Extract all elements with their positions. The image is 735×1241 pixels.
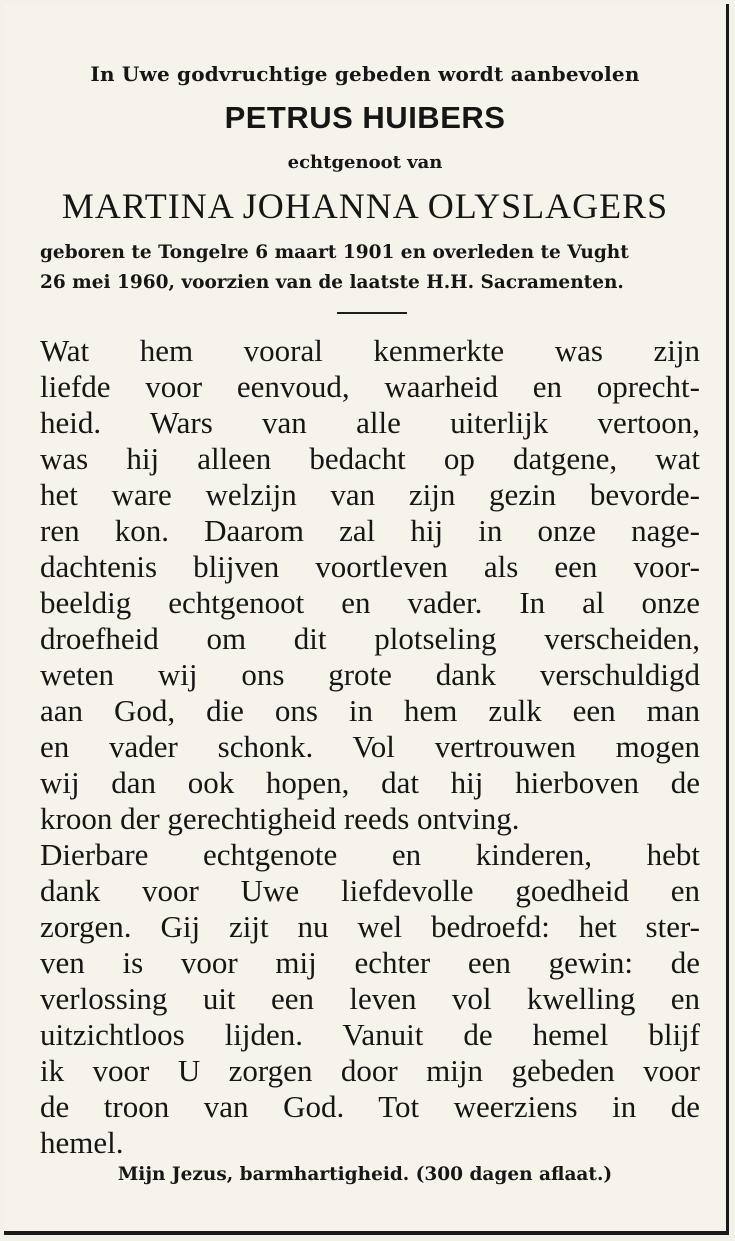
dates-line-2: 26 mei 1960, voorzien van de laatste H.H. Sacramenten. (40, 272, 624, 293)
eulogy-line: hemel. (40, 1125, 124, 1160)
eulogy-line: wij dan ook hopen, dat hij hierboven de (40, 765, 700, 800)
birth-death-dates (40, 238, 704, 298)
spouse-name: MARTINA JOHANNA OLYSLAGERS (61, 186, 669, 226)
eulogy-line: droefheid om dit plotseling verscheiden, (40, 621, 700, 656)
spouse-label: echtgenoot van (287, 152, 443, 173)
deceased-name: PETRUS HUIBERS (224, 100, 506, 135)
eulogy-line: heid. Wars van alle uiterlijk vertoon, (40, 405, 700, 440)
eulogy-line: ren kon. Daarom zal hij in onze nage- (40, 513, 700, 548)
eulogy-line: beeldig echtgenoot en vader. In al onze (40, 585, 700, 620)
dates-line-1: geboren te Tongelre 6 maart 1901 en overleden te Vught (40, 242, 629, 263)
eulogy-line: was hij alleen bedacht op datgene, wat (40, 441, 700, 476)
divider-rule (337, 312, 407, 314)
prayer-line: Mijn Jezus, barmhartigheid. (300 dagen aflaat.) (117, 1164, 613, 1185)
eulogy-line: en vader schonk. Vol vertrouwen mogen (40, 729, 700, 764)
intro-line: In Uwe godvruchtige gebeden wordt aanbevolen (90, 62, 640, 86)
eulogy-line: dachtenis blijven voortleven als een voor- (40, 549, 700, 584)
eulogy-line: verlossing uit een leven vol kwelling en (40, 981, 700, 1016)
eulogy-line: kroon der gerechtigheid reeds ontving. (40, 801, 520, 836)
eulogy-line: ik voor U zorgen door mijn gebeden voor (40, 1053, 700, 1088)
eulogy-line: Wat hem vooral kenmerkte was zijn (40, 333, 700, 368)
eulogy-line: zorgen. Gij zijt nu wel bedroefd: het ster- (40, 909, 700, 944)
eulogy-line: ven is voor mij echter een gewin: de (40, 945, 700, 980)
eulogy-line: dank voor Uwe liefdevolle goedheid en (40, 873, 700, 908)
eulogy-text (40, 333, 700, 1161)
eulogy-line: Dierbare echtgenote en kinderen, hebt (40, 837, 700, 872)
memorial-card (4, 4, 729, 1235)
eulogy-line: weten wij ons grote dank verschuldigd (40, 657, 700, 692)
eulogy-line: liefde voor eenvoud, waarheid en oprecht- (40, 369, 700, 404)
eulogy-line: het ware welzijn van zijn gezin bevorde- (40, 477, 700, 512)
eulogy-line: de troon van God. Tot weerziens in de (40, 1089, 700, 1124)
eulogy-line: uitzichtloos lijden. Vanuit de hemel blijf (40, 1017, 700, 1052)
eulogy-line: aan God, die ons in hem zulk een man (40, 693, 700, 728)
